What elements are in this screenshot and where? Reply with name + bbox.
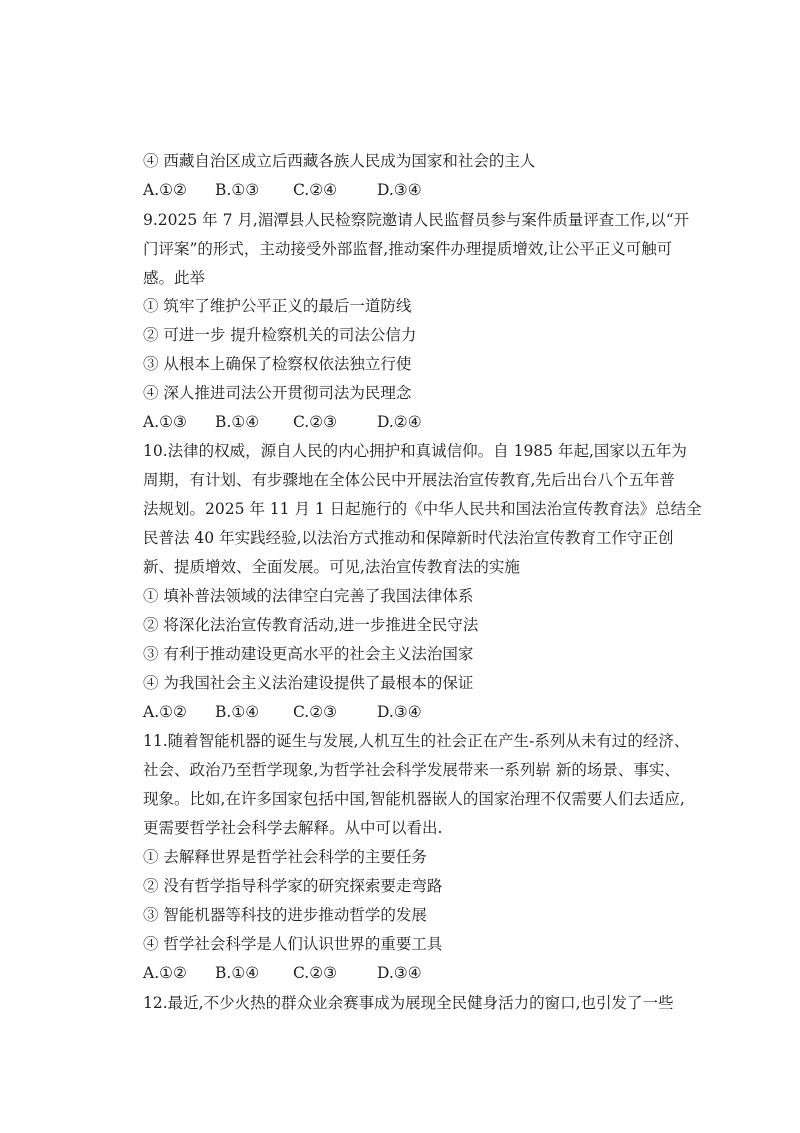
q9-options [143,412,437,432]
q9-item-2: ② 可进一步 提升检察机关的司法公信力 [143,326,417,344]
q8-item-4: ④ 西藏自治区成立后西藏各族人民成为国家和社会的主人 [143,152,536,170]
q11-stem-line: 更需要哲学社会科学去解释。从中可以看出. [143,819,443,837]
q11-option-b: B.①④ [215,964,260,982]
q10-item-4: ④ 为我国社会主义法治建设提供了最根本的保证 [143,674,474,692]
q10-stem-line: 10.法律的权威，源自人民的内心拥护和真诚信仰。自 1985 年起,国家以五年为 [143,442,687,460]
q10-option-c: C.②③ [293,703,338,721]
q11-option-d: D.③④ [377,964,422,982]
q9-option-d: D.②④ [377,413,422,431]
q8-options [143,180,437,200]
q8-option-c: C.②④ [293,181,338,199]
q11-options [143,963,437,983]
q11-stem-line: 现象。比如,在许多国家包括中国,智能机器嵌人的国家治理不仅需要人们去适应, [143,790,685,808]
q9-stem-line: 9.2025 年 7 月,湄潭县人民检察院邀请人民监督员参与案件质量评查工作,以“开 [143,211,690,229]
q8-option-b: B.①③ [215,181,260,199]
q11-option-c: C.②③ [293,964,338,982]
q11-stem-line: 11.随着智能机器的诞生与发展,人机互生的社会正在产生-系列从未有过的经济、 [143,732,690,750]
q10-options [143,702,437,722]
q11-item-2: ② 没有哲学指导科学家的研究探索要走弯路 [143,877,443,895]
q8-option-d: D.③④ [377,181,422,199]
q11-item-3: ③ 智能机器等科技的进步推动哲学的发展 [143,906,427,924]
q12-stem-line: 12.最近,不少火热的群众业余赛事成为展现全民健身活力的窗口,也引发了一些 [143,994,674,1012]
q10-option-d: D.③④ [377,703,422,721]
q10-item-1: ① 填补普法领域的法律空白完善了我国法律体系 [143,587,474,605]
q9-option-a: A.①③ [143,413,187,431]
q11-option-a: A.①② [143,964,187,982]
q10-item-2: ② 将深化法治宣传教育活动,进一步推进全民守法 [143,616,479,634]
q9-option-c: C.②③ [293,413,338,431]
q11-stem-line: 社会、政治乃至哲学现象,为哲学社会科学发展带来一系列崭 新的场景、事实、 [143,761,680,779]
q11-item-4: ④ 哲学社会科学是人们认识世界的重要工具 [143,935,443,953]
q10-option-a: A.①② [143,703,187,721]
q10-option-b: B.①④ [215,703,260,721]
q9-item-4: ④ 深人推进司法公开贯彻司法为民理念 [143,384,412,402]
q9-option-b: B.①④ [215,413,260,431]
q9-item-1: ① 筑牢了维护公平正义的最后一道防线 [143,297,412,315]
q9-item-3: ③ 从根本上确保了检察权依法独立行使 [143,355,412,373]
q9-stem-line: 感。此举 [143,269,206,287]
q8-option-a: A.①② [143,181,187,199]
q10-stem-line: 民普法 40 年实践经验,以法治方式推动和保障新时代法治宣传教育工作守正创 [143,529,674,547]
q10-stem-line: 法规划。2025 年 11 月 1 日起施行的《中华人民共和国法治宣传教育法》总结全 [143,500,702,518]
q10-stem-line: 新、提质增效、全面发展。可见,法治宣传教育法的实施 [143,558,520,576]
q10-stem-line: 周期，有计划、有步骤地在全体公民中开展法治宣传教育,先后出台八个五年普 [143,471,675,489]
q11-item-1: ① 去解释世界是哲学社会科学的主要任务 [143,848,427,866]
q9-stem-line: 门评案”的形式，主动接受外部监督,推动案件办理提质增效,让公平正义可触可 [143,240,673,258]
q10-item-3: ③ 有利于推动建设更高水平的社会主义法治国家 [143,645,474,663]
